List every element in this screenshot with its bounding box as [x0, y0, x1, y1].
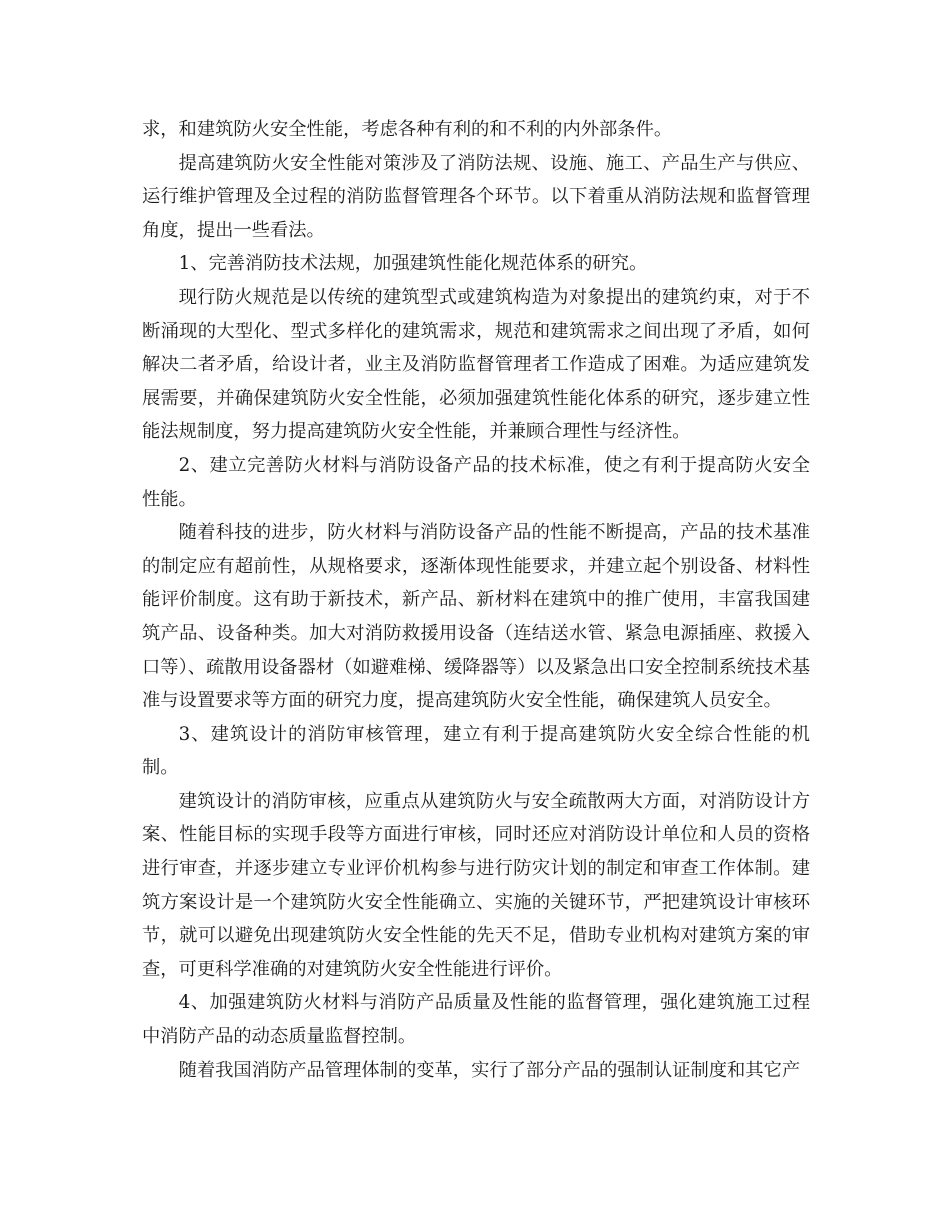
heading-item-1: 1、完善消防技术法规，加强建筑性能化规范体系的研究。 — [178, 253, 648, 275]
heading-item-2: 2、建立完善防火材料与消防设备产品的技术标准，使之有利于提高防火安全性能。 — [142, 454, 810, 510]
paragraph-item-2-body: 随着科技的进步，防火材料与消防设备产品的性能不断提高，产品的技术基准的制定应有超前性，从规格要求，逐渐体现性能要求，并建立起个别设备、材料性能评价制度。这有助于新技术，新产品、新材料在建筑中的推广使用，丰富我国建筑产品、设备种类。加大对消防救援用设备（连结送水管、紧急电源插座、救援入口等）、疏散用设备器材（如避难梯、缓降器等）以及紧急出口安全控制系统技术基准与设置要求等方面的研究力度，提高建筑防火安全性能，确保建筑人员安全。 — [142, 522, 810, 712]
paragraph-continuation: 求，和建筑防火安全性能，考虑各种有利的和不利的内外部条件。 — [142, 119, 673, 140]
heading-item-4: 4、加强建筑防火材料与消防产品质量及性能的监督管理，强化建筑施工过程中消防产品的动态质量监督控制。 — [142, 992, 810, 1048]
paragraph-item-4-body: 随着我国消防产品管理体制的变革，实行了部分产品的强制认证制度和其它产 — [178, 1059, 801, 1081]
document-body — [142, 113, 810, 1087]
paragraph-item-3-body: 建筑设计的消防审核，应重点从建筑防火与安全疏散两大方面，对消防设计方案、性能目标的实现手段等方面进行审核，同时还应对消防设计单位和人员的资格进行审查，并逐步建立专业评价机构参与进行防灾计划的制定和审查工作体制。建筑方案设计是一个建筑防火安全性能确立、实施的关键环节，严把建筑设计审核环节，就可以避免出现建筑防火安全性能的先天不足，借助专业机构对建筑方案的审查，可更科学准确的对建筑防火安全性能进行评价。 — [142, 790, 810, 980]
paragraph-item-1-body: 现行防火规范是以传统的建筑型式或建筑构造为对象提出的建筑约束，对于不断涌现的大型化、型式多样化的建筑需求，规范和建筑需求之间出现了矛盾，如何解决二者矛盾，给设计者，业主及消防监督管理者工作造成了困难。为适应建筑发展需要，并确保建筑防火安全性能，必须加强建筑性能化体系的研究，逐步建立性能法规制度，努力提高建筑防火安全性能，并兼顾合理性与经济性。 — [142, 286, 810, 443]
paragraph-intro: 提高建筑防火安全性能对策涉及了消防法规、设施、施工、产品生产与供应、运行维护管理及全过程的消防监督管理各个环节。以下着重从消防法规和监督管理角度，提出一些看法。 — [142, 152, 810, 241]
heading-item-3: 3、建筑设计的消防审核管理，建立有利于提高建筑防火安全综合性能的机制。 — [142, 723, 810, 779]
